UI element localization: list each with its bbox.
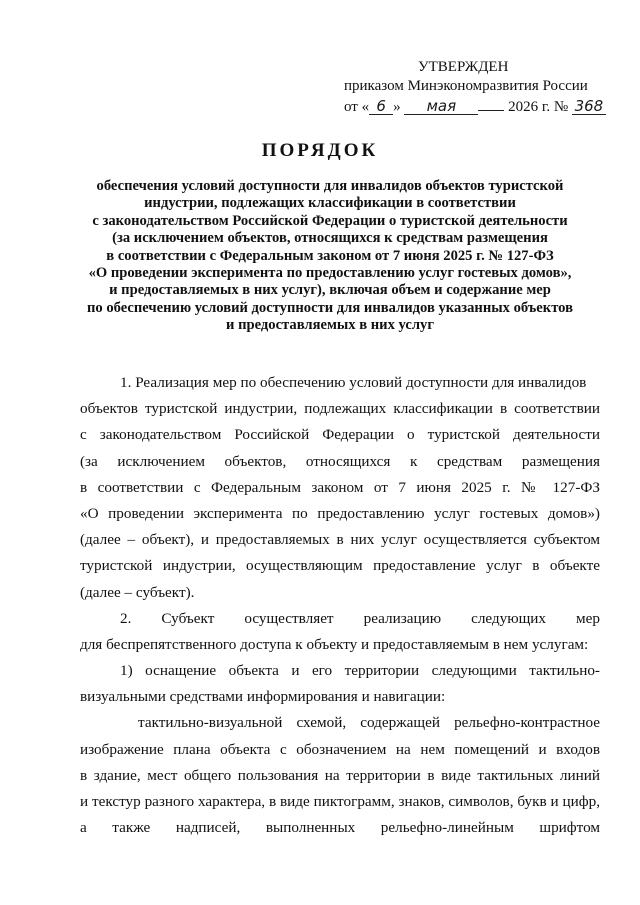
handwritten-day: 6 [369,99,393,115]
subtitle-line: индустрии, подлежащих классификации в соответствии [144,195,516,212]
year-text: 2026 г. № [508,99,569,115]
subtitle-line: с законодательством Российской Федерации о туристской деятельности [92,212,568,229]
paragraph-1-line: 1. Реализация мер по обеспечению условий доступности для инвалидов [120,374,587,391]
list-item-1-line: визуальными средствами информирования и навигации: [80,688,446,706]
subtitle-line: (за исключением объектов, относящихся к средствам размещения [112,230,548,247]
approval-date-line [344,96,610,117]
document-body [80,370,600,841]
date-prefix: от « [344,99,370,115]
subtitle-line: по обеспечению условий доступности для инвалидов указанных объектов [87,299,573,316]
subtitle-line: в соответствии с Федеральным законом от 7 июня 2025 г. № 127-ФЗ [106,247,554,264]
subtitle-line: «О проведении эксперимента по предоставлению услуг гостевых домов», [88,265,572,282]
paragraph-3-line: тактильно-визуальной схемой, содержащей рельефно-контрастное [138,714,600,732]
handwritten-order-number: 368 [572,99,606,115]
document-title: ПОРЯДОК [261,140,379,161]
paragraph-1-line: (за исключением объектов, относящихся к средствам размещения [80,452,600,470]
paragraph-1-line: туристской индустрии, осуществляющим предоставление услуг в объекте [80,557,600,575]
date-blank-line [478,96,504,111]
approval-stamp [330,58,610,117]
approval-title: УТВЕРЖДЕН [418,59,509,75]
paragraph-1-line: «О проведении эксперимента по предоставлению услуг гостевых домов») [80,504,600,522]
approval-order-text: приказом Минэкономразвития России [344,78,588,94]
paragraph-2-line: 2. Субъект осуществляет реализацию следующих мер [120,609,600,627]
paragraph-1-line: (далее – объект), и предоставляемых в них услуг осуществляется субъектом [80,531,600,549]
subtitle-line: обеспечения условий доступности для инвалидов объектов туристской [96,178,564,194]
paragraph-3-line: и текстур разного характера, в виде пиктограмм, знаков, символов, букв и цифр, [80,793,600,810]
date-mid: » [393,99,401,115]
paragraph-3-line: в здание, мест общего пользования на территории в виде тактильных линий [80,766,600,784]
paragraph-3-line: а также надписей, выполненных рельефно-линейным шрифтом [80,819,600,837]
paragraph-1-line: в соответствии с Федеральным законом от 7 июня 2025 г. № 127-ФЗ [80,478,600,496]
paragraph-2-line: для беспрепятственного доступа к объекту и предоставляемым в нем услугам: [80,635,589,653]
handwritten-month: мая [404,99,478,115]
subtitle-line: и предоставляемых в них услуг), включая объем и содержание мер [109,282,551,299]
paragraph-3-line: изображение плана объекта с обозначением на нем помещений и входов [80,740,600,758]
subtitle-line: и предоставляемых в них услуг [226,317,434,334]
document-subtitle [80,178,580,335]
list-item-1-line: 1) оснащение объекта и его территории следующими тактильно- [120,662,600,680]
paragraph-1-line: (далее – субъект). [80,583,195,601]
paragraph-1-line: с законодательством Российской Федерации о туристской деятельности [80,426,600,444]
paragraph-1-line: объектов туристской индустрии, подлежащих классификации в соответствии [80,400,600,418]
